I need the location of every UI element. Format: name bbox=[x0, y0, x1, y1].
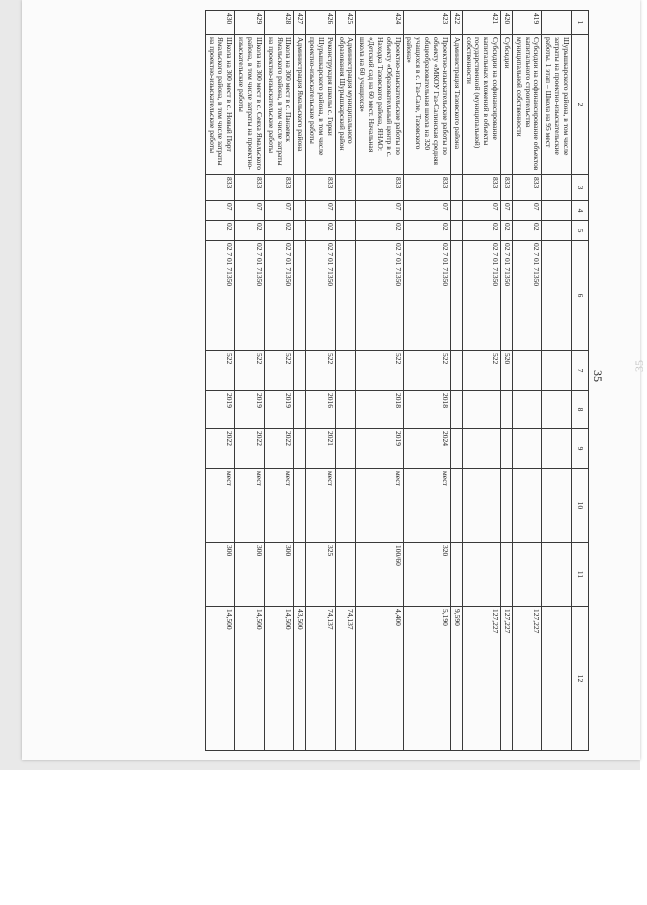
table-cell: 522 bbox=[264, 351, 294, 391]
table-cell bbox=[294, 201, 306, 221]
table-cell bbox=[450, 221, 462, 241]
table-cell: 833 bbox=[264, 175, 294, 201]
table-cell: 07 bbox=[356, 201, 403, 221]
table-cell bbox=[294, 429, 306, 469]
table-row bbox=[403, 11, 450, 751]
table-cell: 07 bbox=[205, 201, 235, 221]
table-row bbox=[501, 11, 513, 751]
table-cell: 320 bbox=[403, 543, 450, 607]
table-cell: 07 bbox=[462, 201, 500, 221]
table-cell: Проектно-изыскательские работы по объекту «МКОУ Газ-Салинская средняя общеобразовательная школа на 320 учащихся в с. Газ-Сале, Тазовского района» bbox=[403, 35, 450, 175]
table-cell: 07 bbox=[501, 201, 513, 221]
table-cell: 833 bbox=[205, 175, 235, 201]
table-cell bbox=[462, 429, 500, 469]
table-cell: 522 bbox=[205, 351, 235, 391]
table-cell: 02 bbox=[356, 221, 403, 241]
table-row bbox=[356, 11, 403, 751]
table-cell: 127,227 bbox=[501, 607, 513, 751]
rotated-content bbox=[44, 0, 646, 760]
table-cell bbox=[335, 543, 356, 607]
table-header-row bbox=[572, 11, 589, 751]
table-cell: 833 bbox=[235, 175, 265, 201]
table-cell bbox=[335, 351, 356, 391]
table-cell bbox=[501, 543, 513, 607]
table-row bbox=[294, 11, 306, 751]
table-cell: Школа на 300 мест в с. Сеяха Ямальского района, в том числе затраты на проектно-изыскательские работы bbox=[235, 35, 265, 175]
table-cell: Проектно-изыскательские работы по объекту «Образовательный центр в с. Находка Тазовского района, ЯНАО: «Детский сад на 60 мест. Начальная школа на 60 учащихся» bbox=[356, 35, 403, 175]
table-cell bbox=[542, 391, 572, 429]
table-cell: 14,500 bbox=[235, 607, 265, 751]
table-cell: 07 bbox=[512, 201, 542, 221]
table-cell: 300 bbox=[235, 543, 265, 607]
table-cell bbox=[450, 429, 462, 469]
table-cell: Школа на 300 мест в с. Панаевск Ямальского района, в том числе затраты на проектно-изыскательские работы bbox=[264, 35, 294, 175]
table-cell: 2018 bbox=[356, 391, 403, 429]
table-cell: 522 bbox=[403, 351, 450, 391]
table-cell: 419 bbox=[512, 11, 542, 35]
table-cell: 2022 bbox=[264, 429, 294, 469]
table-cell bbox=[501, 429, 513, 469]
table-cell: 2022 bbox=[235, 429, 265, 469]
column-header: 3 bbox=[572, 175, 589, 201]
table-cell: Школа на 300 мест в с. Новый Порт Ямальского района, в том числе затраты на проектно-изыскательские работы bbox=[205, 35, 235, 175]
table-cell: 07 bbox=[235, 201, 265, 221]
table-cell: 02 7 01 71350 bbox=[264, 241, 294, 351]
table-cell bbox=[512, 391, 542, 429]
table-cell bbox=[542, 351, 572, 391]
table-cell: 420 bbox=[501, 11, 513, 35]
table-cell: 9,590 bbox=[450, 607, 462, 751]
table-cell bbox=[450, 351, 462, 391]
table-cell: 325 bbox=[306, 543, 336, 607]
table-body bbox=[205, 11, 571, 751]
table-cell: 02 7 01 71350 bbox=[501, 241, 513, 351]
table-cell bbox=[512, 469, 542, 543]
table-cell: 02 bbox=[205, 221, 235, 241]
table-row bbox=[450, 11, 462, 751]
column-header: 7 bbox=[572, 351, 589, 391]
table-cell bbox=[512, 351, 542, 391]
table-cell: мест bbox=[356, 469, 403, 543]
table-cell bbox=[335, 221, 356, 241]
column-header: 9 bbox=[572, 429, 589, 469]
table-cell: 02 bbox=[512, 221, 542, 241]
table-cell bbox=[512, 429, 542, 469]
table-row bbox=[542, 11, 572, 751]
table-cell bbox=[294, 175, 306, 201]
table-cell: 833 bbox=[512, 175, 542, 201]
table-cell: 02 bbox=[264, 221, 294, 241]
table-cell: 2019 bbox=[235, 391, 265, 429]
table-cell: мест bbox=[264, 469, 294, 543]
column-header: 5 bbox=[572, 221, 589, 241]
table-cell: 02 bbox=[403, 221, 450, 241]
table-cell bbox=[450, 241, 462, 351]
table-cell: 02 bbox=[501, 221, 513, 241]
table-cell: 02 bbox=[306, 221, 336, 241]
table-cell: 833 bbox=[462, 175, 500, 201]
table-cell: 07 bbox=[264, 201, 294, 221]
table-cell: 430 bbox=[205, 11, 235, 35]
table-row bbox=[205, 11, 235, 751]
bleed-through-page-number: 35 bbox=[632, 360, 646, 372]
table-cell bbox=[335, 201, 356, 221]
column-header: 8 bbox=[572, 391, 589, 429]
table-cell: Субсидии на софинансирование капитальных вложений в объекты государственной (муниципальной) собственности bbox=[462, 35, 500, 175]
table-row bbox=[512, 11, 542, 751]
table-cell: 74,137 bbox=[335, 607, 356, 751]
table-cell bbox=[294, 221, 306, 241]
column-header: 12 bbox=[572, 607, 589, 751]
table-cell: 2018 bbox=[403, 391, 450, 429]
table-cell bbox=[450, 543, 462, 607]
table-cell bbox=[542, 469, 572, 543]
table-cell: 02 7 01 71350 bbox=[356, 241, 403, 351]
column-header: 1 bbox=[572, 11, 589, 35]
document-page bbox=[22, 0, 646, 760]
table-cell: 5,190 bbox=[403, 607, 450, 751]
table-cell bbox=[294, 469, 306, 543]
table-cell: 522 bbox=[306, 351, 336, 391]
table-cell bbox=[335, 469, 356, 543]
table-cell bbox=[542, 543, 572, 607]
table-cell: 833 bbox=[306, 175, 336, 201]
table-cell: Субсидии bbox=[501, 35, 513, 175]
table-cell: 833 bbox=[356, 175, 403, 201]
table-cell bbox=[542, 11, 572, 35]
table-cell bbox=[294, 543, 306, 607]
table-cell: Администрация Тазовского района bbox=[450, 35, 462, 175]
table-cell: 02 7 01 71350 bbox=[306, 241, 336, 351]
table-cell bbox=[294, 351, 306, 391]
table-cell: 14,500 bbox=[205, 607, 235, 751]
table-cell: Администрация муниципального образования Шурышкарский район bbox=[335, 35, 356, 175]
table-cell: 2021 bbox=[306, 429, 336, 469]
table-cell: 426 bbox=[306, 11, 336, 35]
table-cell bbox=[294, 391, 306, 429]
table-cell bbox=[294, 241, 306, 351]
table-cell bbox=[335, 429, 356, 469]
table-row bbox=[462, 11, 500, 751]
table-row bbox=[264, 11, 294, 751]
table-cell: 127,227 bbox=[462, 607, 500, 751]
table-row bbox=[335, 11, 356, 751]
table-cell: 02 7 01 71350 bbox=[403, 241, 450, 351]
column-header: 4 bbox=[572, 201, 589, 221]
table-cell: 427 bbox=[294, 11, 306, 35]
table-row bbox=[306, 11, 336, 751]
table-cell: 423 bbox=[403, 11, 450, 35]
table-cell bbox=[501, 469, 513, 543]
table-cell: 429 bbox=[235, 11, 265, 35]
table-cell bbox=[501, 391, 513, 429]
column-header: 2 bbox=[572, 35, 589, 175]
table-cell: 428 bbox=[264, 11, 294, 35]
table-cell: 833 bbox=[403, 175, 450, 201]
table-cell bbox=[335, 391, 356, 429]
table-cell: 425 bbox=[335, 11, 356, 35]
table-cell: 2019 bbox=[205, 391, 235, 429]
table-cell bbox=[542, 201, 572, 221]
column-header: 6 bbox=[572, 241, 589, 351]
table-cell bbox=[542, 221, 572, 241]
table-cell: Субсидии на софинансирование объектов капитального строительства муниципальной собственности bbox=[512, 35, 542, 175]
table-cell: 522 bbox=[462, 351, 500, 391]
table-cell: мест bbox=[306, 469, 336, 543]
table-cell: мест bbox=[235, 469, 265, 543]
page-number: 35 bbox=[591, 370, 605, 382]
table-cell bbox=[462, 391, 500, 429]
table-cell: 2016 bbox=[306, 391, 336, 429]
table-cell: 02 7 01 71350 bbox=[205, 241, 235, 351]
table-cell: мест bbox=[403, 469, 450, 543]
table-cell: 2019 bbox=[264, 391, 294, 429]
table-row bbox=[235, 11, 265, 751]
table-cell: 74,137 bbox=[306, 607, 336, 751]
table-cell bbox=[335, 175, 356, 201]
table-cell: 2022 bbox=[205, 429, 235, 469]
table-cell: 100/60 bbox=[356, 543, 403, 607]
column-header: 11 bbox=[572, 543, 589, 607]
table-cell: 127,227 bbox=[512, 607, 542, 751]
table-cell: 522 bbox=[235, 351, 265, 391]
table-cell: 07 bbox=[306, 201, 336, 221]
budget-table bbox=[205, 10, 589, 751]
table-cell: 14,500 bbox=[264, 607, 294, 751]
table-cell: 833 bbox=[501, 175, 513, 201]
table-cell: 02 7 01 71350 bbox=[235, 241, 265, 351]
table-cell bbox=[462, 469, 500, 543]
table-cell: 02 bbox=[462, 221, 500, 241]
table-cell: 43,500 bbox=[294, 607, 306, 751]
table-cell: Шурышкарского района, в том числе затраты на проектно-изыскательские работы. 1 этап – Школа на 95 мест bbox=[542, 35, 572, 175]
table-cell bbox=[450, 391, 462, 429]
table-cell bbox=[462, 543, 500, 607]
table-cell: 2024 bbox=[403, 429, 450, 469]
table-cell bbox=[450, 175, 462, 201]
table-cell: 300 bbox=[264, 543, 294, 607]
table-cell: мест bbox=[205, 469, 235, 543]
table-cell bbox=[512, 543, 542, 607]
table-cell: 2019 bbox=[356, 429, 403, 469]
column-header: 10 bbox=[572, 469, 589, 543]
table-cell: 421 bbox=[462, 11, 500, 35]
table-cell bbox=[450, 201, 462, 221]
table-cell: 424 bbox=[356, 11, 403, 35]
table-cell bbox=[450, 469, 462, 543]
table-cell: 02 7 01 71350 bbox=[462, 241, 500, 351]
table-cell bbox=[542, 607, 572, 751]
table-cell bbox=[542, 429, 572, 469]
table-cell: 522 bbox=[356, 351, 403, 391]
table-cell: 4,400 bbox=[356, 607, 403, 751]
table-cell: Реконструкция школы с. Горки Шурышкарского района, в том числе проектно-изыскательские работы bbox=[306, 35, 336, 175]
table-cell: 07 bbox=[403, 201, 450, 221]
table-cell: 520 bbox=[501, 351, 513, 391]
table-cell: 02 bbox=[235, 221, 265, 241]
table-cell bbox=[542, 241, 572, 351]
table-cell bbox=[335, 241, 356, 351]
table-cell: Администрация Ямальского района bbox=[294, 35, 306, 175]
table-cell: 422 bbox=[450, 11, 462, 35]
table-cell bbox=[542, 175, 572, 201]
table-cell: 02 7 01 71350 bbox=[512, 241, 542, 351]
table-cell: 300 bbox=[205, 543, 235, 607]
